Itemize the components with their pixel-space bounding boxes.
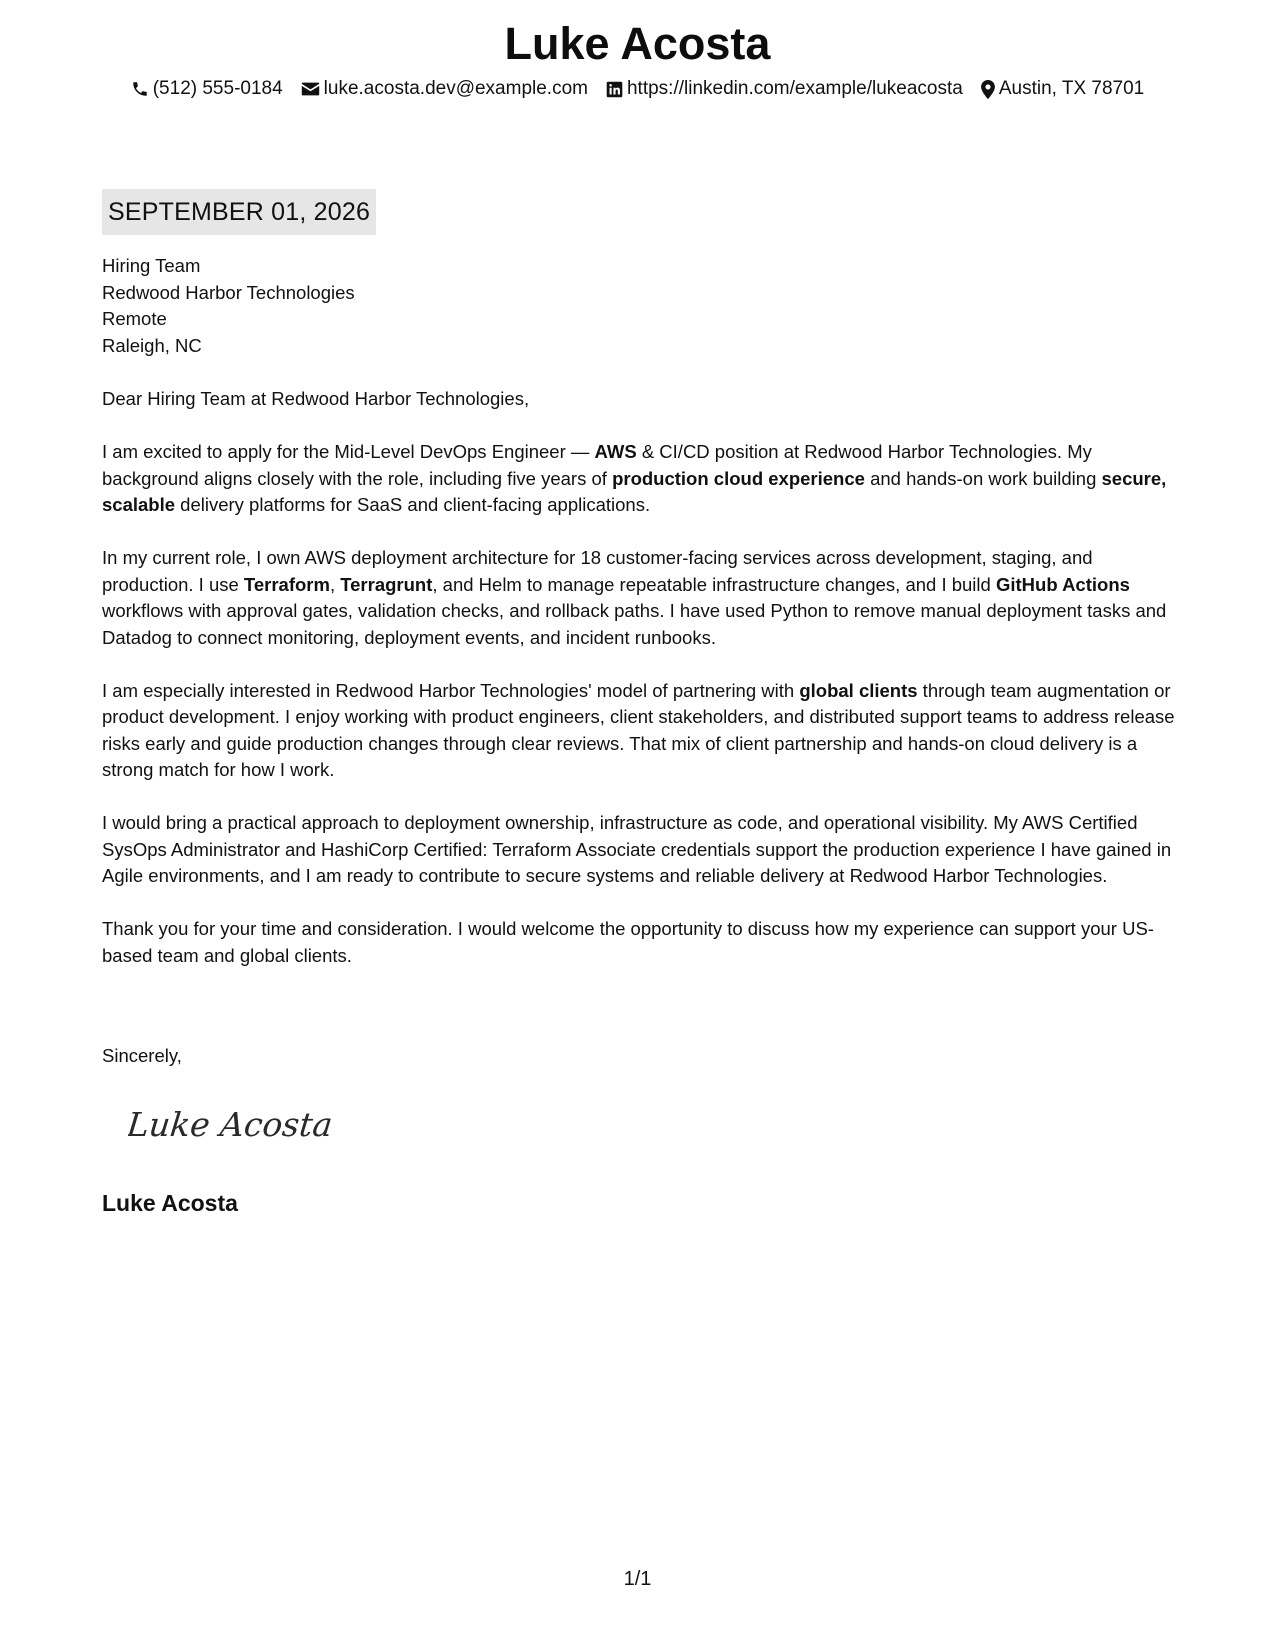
- closing: Sincerely,: [102, 1045, 182, 1066]
- phone-icon: [131, 80, 149, 98]
- recipient-line: Remote: [102, 308, 167, 329]
- email-text: luke.acosta.dev@example.com: [323, 78, 588, 99]
- phone-text: (512) 555-0184: [152, 78, 283, 99]
- letter-date: SEPTEMBER 01, 2026: [102, 189, 376, 235]
- contact-bar: [0, 78, 1275, 100]
- contact-linkedin: [606, 78, 963, 100]
- recipient-line: Raleigh, NC: [102, 334, 202, 356]
- contact-location: [981, 78, 1144, 100]
- recipient-block: [102, 253, 1177, 359]
- page-number: 1/1: [623, 1568, 652, 1590]
- location-text: Austin, TX 78701: [998, 78, 1145, 99]
- paragraph-intro: I am excited to apply for the Mid-Level DevOps Engineer — AWS & CI/CD position at Redwood Harbor Technologies. My background aligns closely with the role, including five years of production cloud experience and hands-on work building secure, scalable delivery platforms for SaaS and client-facing applications.: [102, 441, 1167, 515]
- paragraph-current-role: In my current role, I own AWS deployment architecture for 18 customer-facing services across development, staging, and production. I use Terraform, Terragrunt, and Helm to manage repeatable infrastructure changes, and I build GitHub Actions workflows with approval gates, validation checks, and rollback paths. I have used Python to remove manual deployment tasks and Datadog to connect monitoring, deployment events, and incident runbooks.: [102, 547, 1167, 648]
- recipient-line: Redwood Harbor Technologies: [102, 281, 355, 303]
- signer-name: Luke Acosta: [102, 1190, 238, 1216]
- envelope-icon: [301, 81, 320, 97]
- applicant-name: Luke Acosta: [504, 18, 771, 69]
- salutation: Dear Hiring Team at Redwood Harbor Technologies,: [102, 388, 530, 409]
- handwritten-signature: [128, 1098, 338, 1148]
- letter-body: [102, 439, 1177, 996]
- contact-phone: [131, 78, 283, 100]
- recipient-line: Hiring Team: [102, 255, 201, 276]
- map-pin-icon: [981, 80, 995, 99]
- linkedin-icon: [606, 81, 623, 98]
- linkedin-text: https://linkedin.com/example/lukeacosta: [626, 78, 963, 99]
- contact-email: [301, 78, 588, 100]
- paragraph-thanks: Thank you for your time and consideration. I would welcome the opportunity to discuss how my experience can support your US-based team and global clients.: [102, 918, 1154, 966]
- paragraph-approach: I would bring a practical approach to deployment ownership, infrastructure as code, and operational visibility. My AWS Certified SysOps Administrator and HashiCorp Certified: Terraform Associate credentials support the production experience I have gained in Agile environments, and I am ready to contribute to secure systems and reliable delivery at Redwood Harbor Technologies.: [102, 812, 1172, 886]
- signature-graphic: Luke Acosta: [128, 1105, 335, 1144]
- paragraph-interest: I am especially interested in Redwood Harbor Technologies' model of partnering with global clients through team augmentation or product development. I enjoy working with product engineers, client stakeholders, and distributed support teams to address release risks early and guide production changes through clear reviews. That mix of client partnership and hands-on cloud delivery is a strong match for how I work.: [102, 679, 1175, 780]
